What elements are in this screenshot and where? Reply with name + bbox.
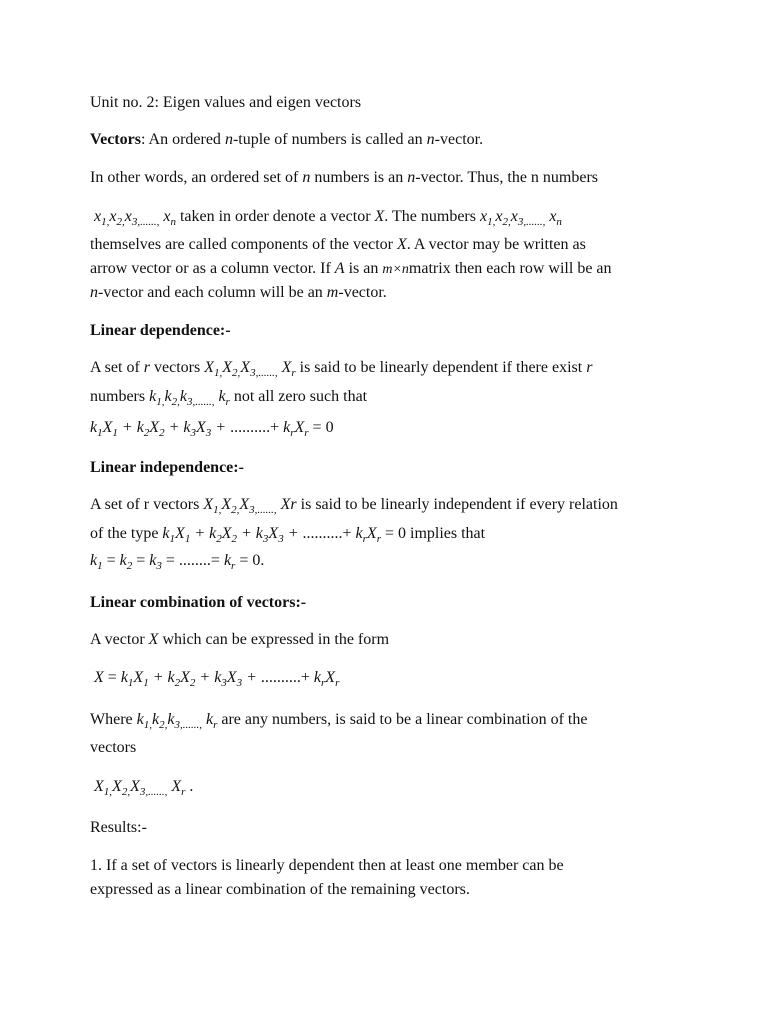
linear-combination-equation: $X = k_1X_1 + k_2X_2 + k_3X_3$ + ..........+ $k_rX_r$	[90, 669, 340, 689]
linear-dependence-heading: Linear dependence:-	[90, 322, 231, 339]
formula-k-list: $k_{1,}k_{2,}k_{3,......,}$ $k_r$	[149, 388, 230, 408]
results-heading: Results:-	[90, 819, 147, 836]
vectors-line-4: arrow vector or as a column vector. If A is an m×nmatrix then each row will be an	[90, 260, 612, 277]
linear-combination-where: Where $k_{1,}k_{2,}k_{3,......,}$ $k_r$ are any numbers, is said to be a linear combination of the	[90, 711, 588, 731]
formula-k-list: $k_{1,}k_{2,}k_{3,......,}$ $k_r$	[136, 711, 218, 731]
linear-combination-vectors-word: vectors	[90, 739, 137, 756]
vectors-other-words: In other words, an ordered set of n numbers is an n-vector. Thus, the n numbers	[90, 169, 599, 186]
vectors-definition: Vectors: An ordered n-tuple of numbers is called an n-vector.	[90, 131, 484, 148]
linear-independence-line-1: A set of r vectors $X_{1,}X_{2,}X_{3,......,}$ Xr is said to be linearly independent if every relation	[90, 496, 618, 516]
vectors-line-3: themselves are called components of the vector X. A vector may be written as	[90, 236, 586, 253]
linear-dependence-equation: $k_1X_1 + k_2X_2 + k_3X_3$ + ..........+ $k_rX_r = 0$	[90, 419, 334, 439]
linear-combination-line-1: A vector X which can be expressed in the form	[90, 631, 390, 648]
vectors-heading: Vectors	[90, 131, 141, 148]
results-item-1-line-1: 1. If a set of vectors is linearly dependent then at least one member can be	[90, 857, 564, 874]
vectors-line-5: n-vector and each column will be an m-vector.	[90, 284, 387, 301]
linear-independence-heading: Linear independence:-	[90, 459, 244, 476]
formula-x-list: $x_{1,}x_{2,}x_{3,......,}$ $x_n$	[479, 208, 562, 228]
results-item-1-line-2: expressed as a linear combination of the remaining vectors.	[90, 881, 470, 898]
linear-combination-vector-list: $X_{1,}X_{2,}X_{3,......,}$ $X_r$ .	[90, 778, 194, 798]
formula-x-list: $x_{1,}x_{2,}x_{3,......,}$ $x_n$	[90, 208, 176, 228]
linear-independence-line-2: of the type $k_1X_1 + k_2X_2 + k_3X_3$ + ..........+ $k_rX_r = 0$ implies that	[90, 525, 486, 545]
linear-dependence-line-2: numbers $k_{1,}k_{2,}k_{3,......,}$ $k_r$ not all zero such that	[90, 388, 368, 408]
linear-dependence-line-1: A set of r vectors $X_{1,}X_{2,}X_{3,......,}$ $X_r$ is said to be linearly dependent if there exist r	[90, 359, 593, 379]
page-title: Unit no. 2: Eigen values and eigen vectors	[90, 94, 362, 111]
linear-combination-heading: Linear combination of vectors:-	[90, 594, 307, 611]
linear-independence-equation: $k_1 = k_2 = k_3$ = ........= $k_r = 0$.	[90, 552, 265, 572]
vectors-components-line: $x_{1,}x_{2,}x_{3,......,}$ $x_n$ taken in order denote a vector X. The numbers $x_{1,}x_{2,}x_{3,......,}$ $x_n$	[90, 208, 562, 228]
formula-X-list: $X_{1,}X_{2,}X_{3,......,}$	[203, 496, 277, 516]
formula-X-list: $X_{1,}X_{2,}X_{3,......,}$ $X_r$	[204, 359, 296, 379]
